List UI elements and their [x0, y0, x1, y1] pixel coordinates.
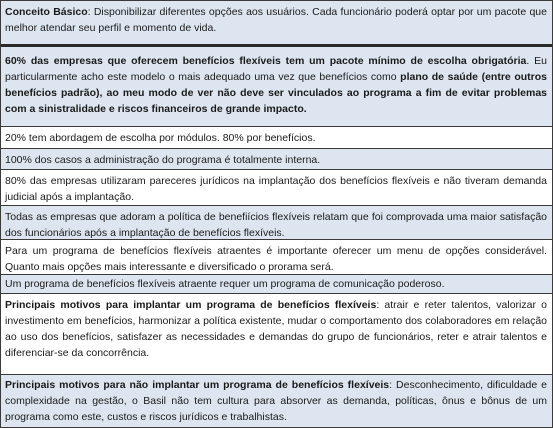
row-heading: Conceito Básico [5, 6, 88, 18]
row-text: : Disponibilizar diferentes opções aos usuários. Cada funcionário poderá optar por um pacote que melhor atendar seu perfil e momento de vida. [5, 6, 547, 34]
row-text: . Eu particularmente acho este modelo o mais adequado uma vez que benefícios como [5, 55, 547, 83]
row-abordagem-modulos [1, 127, 552, 149]
row-text: Um programa de benefícios flexíveis atraente requer um programa de comunicação poderoso. [5, 278, 445, 290]
row-text: Todas as empresas que adoram a política de benefiícios flexíveis relatam que foi comprovada uma maior satisfação dos funcionários após a implantação de benefícios flexíveis. [5, 211, 547, 239]
row-pacote-minimo [1, 47, 552, 127]
row-pareceres-juridicos [1, 170, 552, 206]
row-heading: Principais motivos para implantar um programa de benefícios flexíveis [5, 299, 377, 311]
row-heading: Principais motivos para não implantar um programa de benefícios flexíveis [5, 379, 390, 391]
row-motivos-implantar [1, 294, 552, 375]
row-text: 80% das empresas utilizaram pareceres jurídicos na implantação dos benefícios flexíveis e não tiveram demanda judicial após a implantação. [5, 175, 547, 203]
row-menu-opcoes [1, 240, 552, 275]
row-administracao-interna [1, 149, 552, 170]
row-text: : Desconhecimento, dificuldade e complexidade na gestão, o Basil não tem cultura para absorver as demanda, políticas, ônus e bônus de um programa como este, custos e riscos jurídicos e trabalhistas. [5, 379, 547, 423]
row-text: 20% tem abordagem de escolha por módulos. 80% por benefícios. [5, 132, 316, 144]
row-text: : atrair e reter talentos, valorizar o investimento em benefícios, harmonizar a política existente, mudar o comportamento dos colaboradores em relação ao uso dos benefícios, satisfazer as necessidades e demandas do grupo de funcionários, reter e atrair talentos e diferenciar-se da concorrência. [5, 299, 547, 359]
row-conceito-basico [1, 1, 552, 47]
row-text: 100% dos casos a administração do programa é totalmente interna. [5, 154, 321, 166]
row-text: Para um programa de benefícios flexíveis atraentes é importante oferecer um menu de opções considerável. Quanto mais opções mais interessante e diversificado o prorama será. [5, 245, 547, 273]
row-motivos-nao-implantar [1, 375, 552, 427]
row-heading-2: plano de saúde (entre outros benefícios padrão), ao meu modo de ver não deve ser vinculados ao programa a fim de evitar problemas com a sinistralidade e riscos financeiros de grande impacto. [5, 71, 548, 115]
row-comunicacao [1, 275, 552, 294]
row-maior-satisfacao [1, 206, 552, 240]
row-heading: 60% das empresas que oferecem benefícios flexíveis tem um pacote mínimo de escolha obrigatória [5, 55, 527, 67]
